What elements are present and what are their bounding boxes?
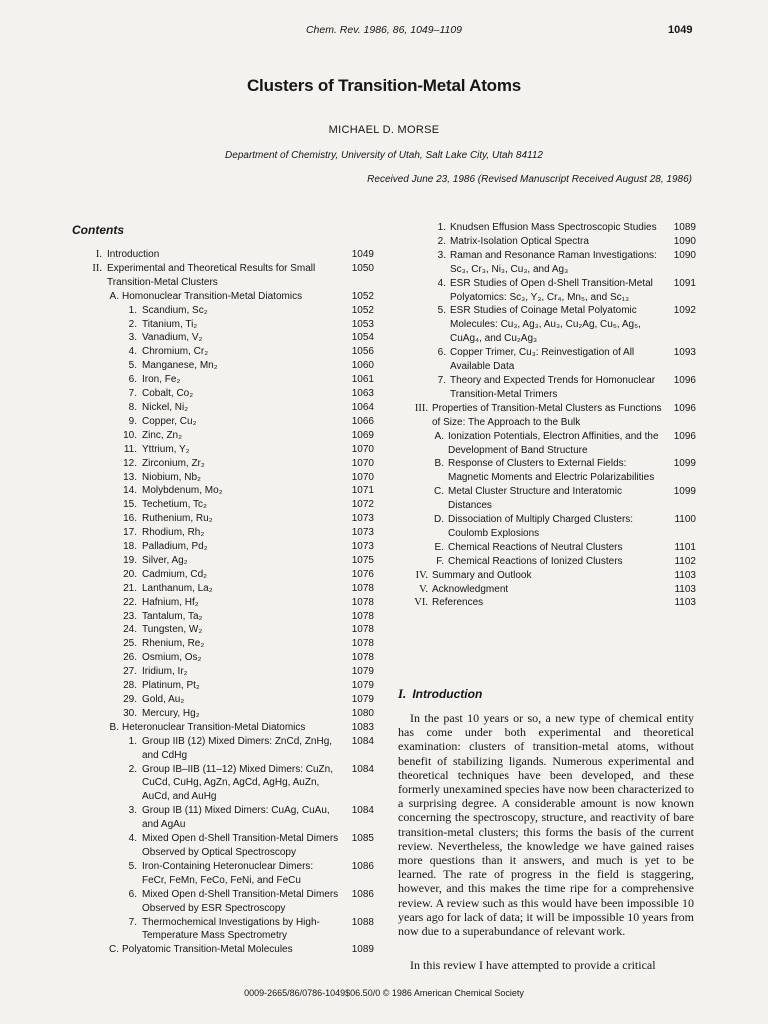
received-date: Received June 23, 1986 (Revised Manuscript Received August 28, 1986) bbox=[367, 174, 692, 185]
toc-entry-page: 1056 bbox=[351, 346, 374, 358]
toc-entry-page: 1076 bbox=[351, 568, 374, 580]
toc-entry bbox=[404, 569, 696, 583]
toc-entry bbox=[404, 221, 696, 235]
toc-entry-page: 1083 bbox=[351, 721, 374, 733]
toc-entry-number: 24. bbox=[123, 624, 137, 636]
toc-right-column bbox=[404, 221, 696, 610]
toc-entry-page: 1052 bbox=[351, 290, 374, 302]
toc-entry-number: 5. bbox=[437, 305, 446, 317]
toc-entry bbox=[72, 248, 374, 262]
toc-entry-page: 1090 bbox=[673, 235, 696, 247]
toc-entry-page: 1079 bbox=[351, 680, 374, 692]
toc-entry-title: Copper Trimer, Cu₃: Reinvestigation of All Available Data bbox=[450, 347, 635, 373]
toc-entry-page: 1089 bbox=[673, 222, 696, 233]
toc-entry-title: Osmium, Os₂ bbox=[142, 652, 202, 664]
toc-entry-number: 4. bbox=[128, 833, 137, 845]
toc-entry-number: 18. bbox=[123, 541, 137, 553]
toc-entry-number: E. bbox=[434, 541, 444, 553]
toc-entry-title: Thermochemical Investigations by High-Temperature Mass Spectrometry bbox=[142, 916, 320, 942]
toc-entry-page: 1078 bbox=[351, 652, 374, 664]
toc-entry-page: 1086 bbox=[351, 888, 374, 900]
toc-entry bbox=[404, 485, 696, 513]
toc-entry-number: 12. bbox=[123, 457, 137, 469]
toc-entry-number: 13. bbox=[123, 471, 137, 483]
toc-entry-number: 6. bbox=[128, 374, 137, 386]
toc-entry bbox=[72, 721, 374, 735]
toc-entry bbox=[72, 596, 374, 610]
toc-entry-page: 1078 bbox=[351, 624, 374, 636]
toc-entry bbox=[72, 804, 374, 832]
toc-entry-title: Chemical Reactions of Ionized Clusters bbox=[448, 555, 623, 567]
toc-entry bbox=[72, 651, 374, 665]
toc-entry-title: References bbox=[432, 597, 484, 609]
toc-entry-title: Group IB (11) Mixed Dimers: CuAg, CuAu, and AgAu bbox=[142, 805, 330, 831]
toc-entry bbox=[72, 457, 374, 471]
toc-entry-page: 1099 bbox=[673, 458, 696, 470]
toc-entry bbox=[72, 345, 374, 359]
toc-entry-title: Tantalum, Ta₂ bbox=[142, 610, 203, 622]
toc-entry-number: 2. bbox=[128, 763, 137, 775]
toc-entry bbox=[72, 401, 374, 415]
section-numeral: I. bbox=[398, 686, 407, 701]
toc-entry-number: B. bbox=[434, 458, 444, 470]
toc-entry bbox=[72, 763, 374, 805]
toc-entry-page: 1101 bbox=[674, 541, 696, 553]
toc-entry bbox=[72, 415, 374, 429]
toc-entry-page: 1075 bbox=[351, 554, 374, 566]
toc-entry bbox=[72, 359, 374, 373]
toc-entry-page: 1084 bbox=[351, 763, 374, 775]
toc-entry bbox=[72, 540, 374, 554]
toc-entry-page: 1052 bbox=[351, 304, 374, 316]
toc-entry bbox=[72, 860, 374, 888]
toc-entry-title: Group IB–IIB (11–12) Mixed Dimers: CuZn, CuCd, CuHg, AgZn, AgCd, AgHg, AuZn, AuCd, and AuHg bbox=[142, 763, 333, 803]
toc-entry bbox=[72, 262, 374, 290]
toc-entry bbox=[72, 707, 374, 721]
toc-entry-number: 25. bbox=[123, 638, 137, 650]
toc-entry bbox=[404, 513, 696, 541]
toc-entry-title: ESR Studies of Coinage Metal Polyatomic Molecules: Cu₃, Ag₃, Au₃, Cu₂Ag, Cu₅, Ag₅, CuAg₄, and Cu₂Ag₃ bbox=[450, 305, 641, 345]
toc-entry-number: 28. bbox=[123, 680, 137, 692]
toc-entry bbox=[404, 249, 696, 277]
toc-entry bbox=[404, 430, 696, 458]
toc-entry bbox=[72, 916, 374, 944]
toc-entry-page: 1084 bbox=[351, 735, 374, 747]
journal-citation: Chem. Rev. 1986, 86, 1049–1109 bbox=[305, 24, 463, 36]
toc-entry-page: 1060 bbox=[351, 360, 374, 372]
toc-entry-number: C. bbox=[109, 944, 119, 956]
contents-heading: Contents bbox=[72, 223, 124, 237]
toc-entry-page: 1080 bbox=[351, 707, 374, 719]
toc-entry bbox=[72, 429, 374, 443]
toc-entry-page: 1090 bbox=[673, 249, 696, 261]
toc-entry bbox=[72, 331, 374, 345]
toc-entry-page: 1103 bbox=[674, 597, 696, 609]
toc-entry-title: Matrix-Isolation Optical Spectra bbox=[450, 235, 589, 247]
toc-entry-page: 1070 bbox=[351, 443, 374, 455]
toc-entry-title: Polyatomic Transition-Metal Molecules bbox=[122, 944, 293, 956]
toc-entry-title: Chromium, Cr₂ bbox=[142, 346, 209, 358]
toc-entry-page: 1096 bbox=[673, 374, 696, 386]
toc-entry-number: 9. bbox=[128, 415, 137, 427]
toc-entry bbox=[72, 554, 374, 568]
toc-entry-page: 1070 bbox=[351, 471, 374, 483]
section-title: Introduction bbox=[412, 687, 483, 701]
toc-entry bbox=[404, 402, 696, 430]
toc-entry bbox=[72, 512, 374, 526]
toc-left-column bbox=[72, 248, 374, 957]
toc-entry-title: Iron, Fe₂ bbox=[142, 374, 181, 386]
toc-entry-page: 1092 bbox=[673, 305, 696, 317]
toc-entry-number: 22. bbox=[123, 596, 137, 608]
toc-entry-title: Yttrium, Y₂ bbox=[142, 443, 190, 455]
toc-entry bbox=[72, 610, 374, 624]
toc-entry-number: IV. bbox=[415, 569, 428, 581]
toc-entry bbox=[72, 679, 374, 693]
toc-entry-title: Mixed Open d-Shell Transition-Metal Dimers Observed by ESR Spectroscopy bbox=[142, 888, 339, 914]
toc-entry-page: 1071 bbox=[351, 485, 374, 497]
toc-entry-number: 17. bbox=[123, 527, 137, 539]
toc-entry-number: VI. bbox=[414, 597, 428, 609]
toc-entry-number: A. bbox=[434, 430, 444, 442]
toc-entry-title: Iron-Containing Heteronuclear Dimers: FeCr, FeMn, FeCo, FeNi, and FeCu bbox=[142, 860, 314, 886]
toc-entry-title: Introduction bbox=[107, 249, 160, 260]
toc-entry bbox=[72, 290, 374, 304]
toc-entry bbox=[72, 637, 374, 651]
toc-entry-number: 5. bbox=[128, 860, 137, 872]
body-paragraph: In the past 10 years or so, a new type of chemical entity has come under both experimental and theoretical examination: clusters of transition-metal atoms, without benefit of stabilizing ligands. Numerous experimental and theoretical techniques have been developed, and these formerly unexamined species have now been characterized to a surprising degree. A considerable amount is now known concerning the spectroscopy, structure, and reactivity of bare transition-metal clusters; this forms the basis of the current review. Nevertheless, the knowledge we have gained raises more questions than it answers, and much is yet to be learned. The rate of progress in the field is staggering, however, and this makes the time ripe for a comprehensive review. A review such as this would have been impossible 10 years ago for lack of data; it will be impossible 10 years from now due to a superabundance of relevant work. bbox=[398, 711, 694, 939]
toc-entry-title: Heteronuclear Transition-Metal Diatomics bbox=[122, 721, 306, 733]
toc-entry-page: 1061 bbox=[351, 374, 374, 386]
toc-entry-number: 14. bbox=[123, 485, 137, 497]
toc-entry-title: Response of Clusters to External Fields: Magnetic Moments and Electric Polarizabilities bbox=[448, 458, 655, 484]
toc-entry-title: Knudsen Effusion Mass Spectroscopic Studies bbox=[450, 222, 657, 233]
toc-entry-page: 1078 bbox=[351, 582, 374, 594]
toc-entry bbox=[72, 373, 374, 387]
toc-entry-title: Zirconium, Zr₂ bbox=[142, 457, 205, 469]
toc-entry-number: 19. bbox=[123, 554, 137, 566]
toc-entry-page: 1103 bbox=[674, 569, 696, 581]
toc-entry bbox=[404, 346, 696, 374]
toc-entry-title: Mercury, Hg₂ bbox=[142, 707, 200, 719]
toc-entry bbox=[404, 541, 696, 555]
toc-entry-page: 1086 bbox=[351, 860, 374, 872]
toc-entry bbox=[72, 471, 374, 485]
toc-entry-number: 27. bbox=[123, 666, 137, 678]
toc-entry-title: Ruthenium, Ru₂ bbox=[142, 513, 213, 525]
toc-entry-number: 4. bbox=[437, 277, 446, 289]
toc-entry-number: II. bbox=[92, 262, 102, 274]
toc-entry bbox=[72, 318, 374, 332]
toc-entry-title: Copper, Cu₂ bbox=[142, 415, 197, 427]
toc-entry-title: Homonuclear Transition-Metal Diatomics bbox=[122, 290, 303, 302]
page-number: 1049 bbox=[668, 24, 693, 36]
toc-entry-page: 1100 bbox=[674, 514, 696, 526]
toc-entry-page: 1078 bbox=[351, 610, 374, 622]
toc-entry-number: 4. bbox=[128, 346, 137, 358]
toc-entry-number: 8. bbox=[128, 401, 137, 413]
toc-entry-title: Lanthanum, La₂ bbox=[142, 582, 213, 594]
toc-entry-title: Metal Cluster Structure and Interatomic Distances bbox=[448, 486, 622, 512]
toc-entry bbox=[72, 484, 374, 498]
toc-entry-page: 1072 bbox=[351, 499, 374, 511]
toc-entry-page: 1103 bbox=[674, 583, 696, 595]
copyright-footer: 0009-2665/86/0786-1049$06.50/0 © 1986 American Chemical Society bbox=[244, 988, 524, 998]
toc-entry-number: 11. bbox=[123, 443, 137, 455]
toc-entry-title: Acknowledgment bbox=[432, 583, 509, 595]
toc-entry-title: Vanadium, V₂ bbox=[142, 332, 203, 344]
toc-entry-page: 1049 bbox=[351, 249, 374, 260]
toc-entry-title: Platinum, Pt₂ bbox=[142, 680, 200, 692]
toc-entry-number: 1. bbox=[128, 735, 137, 747]
toc-entry bbox=[72, 888, 374, 916]
toc-entry bbox=[72, 693, 374, 707]
toc-entry-title: Niobium, Nb₂ bbox=[142, 471, 201, 483]
toc-entry-title: Gold, Au₂ bbox=[142, 694, 185, 705]
toc-entry-title: Properties of Transition-Metal Clusters as Functions of Size: The Approach to the Bulk bbox=[432, 402, 662, 428]
toc-entry-number: 1. bbox=[437, 222, 446, 233]
toc-entry-page: 1096 bbox=[673, 430, 696, 442]
toc-entry-title: Palladium, Pd₂ bbox=[142, 541, 208, 553]
toc-entry bbox=[404, 277, 696, 305]
toc-entry-title: Iridium, Ir₂ bbox=[142, 666, 188, 678]
toc-entry-number: 21. bbox=[123, 582, 137, 594]
toc-entry bbox=[72, 832, 374, 860]
toc-entry-title: Silver, Ag₂ bbox=[142, 554, 188, 566]
toc-entry bbox=[404, 596, 696, 610]
toc-entry-number: 10. bbox=[123, 429, 137, 441]
toc-entry-number: F. bbox=[436, 555, 444, 567]
toc-entry-title: Rhenium, Re₂ bbox=[142, 638, 205, 650]
body-paragraph-continued: In this review I have attempted to provide a critical bbox=[410, 958, 656, 972]
toc-entry-title: Dissociation of Multiply Charged Clusters: Coulomb Explosions bbox=[448, 514, 634, 539]
toc-entry bbox=[72, 665, 374, 679]
toc-entry-page: 1078 bbox=[351, 638, 374, 650]
toc-entry-title: Molybdenum, Mo₂ bbox=[142, 485, 223, 497]
toc-entry-title: Techetium, Tc₂ bbox=[142, 499, 207, 511]
toc-entry-number: 29. bbox=[123, 694, 137, 705]
toc-entry bbox=[72, 943, 374, 957]
toc-entry-title: Tungsten, W₂ bbox=[142, 624, 203, 636]
toc-entry bbox=[404, 555, 696, 569]
toc-entry-number: 7. bbox=[128, 916, 137, 928]
toc-entry bbox=[72, 623, 374, 637]
toc-entry-number: III. bbox=[414, 402, 428, 414]
toc-entry-title: ESR Studies of Open d-Shell Transition-Metal Polyatomics: Sc₃, Y₃, Cr₄, Mn₅, and Sc₁₃ bbox=[450, 277, 653, 303]
toc-entry-page: 1073 bbox=[351, 513, 374, 525]
section-heading bbox=[398, 686, 482, 702]
toc-entry bbox=[404, 374, 696, 402]
toc-entry-page: 1088 bbox=[351, 916, 374, 928]
toc-entry bbox=[72, 387, 374, 401]
toc-entry-title: Theory and Expected Trends for Homonuclear Transition-Metal Trimers bbox=[450, 374, 656, 400]
toc-entry-number: 2. bbox=[128, 318, 137, 330]
toc-entry-title: Summary and Outlook bbox=[432, 569, 532, 581]
toc-entry-title: Ionization Potentials, Electron Affinities, and the Development of Band Structure bbox=[448, 430, 659, 456]
toc-entry-number: 1. bbox=[128, 304, 137, 316]
toc-entry-number: 6. bbox=[437, 347, 446, 359]
toc-entry-number: 7. bbox=[128, 388, 137, 400]
toc-entry bbox=[72, 304, 374, 318]
toc-entry-number: V. bbox=[419, 583, 428, 595]
toc-entry-number: 6. bbox=[128, 888, 137, 900]
toc-entry-number: 20. bbox=[123, 568, 137, 580]
toc-entry-title: Zinc, Zn₂ bbox=[142, 429, 182, 441]
toc-entry-title: Experimental and Theoretical Results for Small Transition-Metal Clusters bbox=[107, 262, 316, 288]
toc-entry-page: 1096 bbox=[673, 402, 696, 414]
toc-entry-page: 1070 bbox=[351, 457, 374, 469]
toc-entry-number: 3. bbox=[437, 249, 446, 261]
toc-entry-number: 3. bbox=[128, 332, 137, 344]
toc-entry-title: Scandium, Sc₂ bbox=[142, 304, 208, 316]
toc-entry-number: 30. bbox=[123, 707, 137, 719]
toc-entry-title: Mixed Open d-Shell Transition-Metal Dimers Observed by Optical Spectroscopy bbox=[142, 833, 339, 858]
toc-entry-page: 1054 bbox=[351, 332, 374, 344]
toc-entry bbox=[72, 498, 374, 512]
toc-entry-title: Chemical Reactions of Neutral Clusters bbox=[448, 541, 623, 553]
toc-entry-number: I. bbox=[95, 249, 102, 260]
toc-entry-number: D. bbox=[434, 514, 444, 526]
toc-entry-title: Manganese, Mn₂ bbox=[142, 360, 218, 372]
toc-entry-page: 1063 bbox=[351, 388, 374, 400]
toc-entry-page: 1079 bbox=[351, 666, 374, 678]
toc-entry bbox=[404, 457, 696, 485]
article-title: Clusters of Transition-Metal Atoms bbox=[246, 76, 522, 95]
toc-entry-page: 1102 bbox=[674, 555, 696, 567]
toc-entry-title: Group IIB (12) Mixed Dimers: ZnCd, ZnHg, and CdHg bbox=[142, 735, 333, 761]
toc-entry bbox=[72, 526, 374, 540]
toc-entry-title: Cadmium, Cd₂ bbox=[142, 568, 208, 580]
toc-entry-page: 1091 bbox=[673, 277, 696, 289]
toc-entry bbox=[404, 304, 696, 346]
toc-entry-page: 1078 bbox=[351, 596, 374, 608]
toc-entry-number: B. bbox=[109, 721, 119, 733]
toc-entry-page: 1093 bbox=[673, 347, 696, 359]
toc-entry-number: 5. bbox=[128, 360, 137, 372]
toc-entry-title: Raman and Resonance Raman Investigations: Sc₃, Cr₃, Ni₃, Cu₃, and Ag₃ bbox=[450, 249, 657, 275]
toc-entry-page: 1064 bbox=[351, 401, 374, 413]
toc-entry-number: 3. bbox=[128, 805, 137, 817]
toc-entry-number: 23. bbox=[123, 610, 137, 622]
toc-entry-number: 26. bbox=[123, 652, 137, 664]
toc-entry-page: 1085 bbox=[351, 833, 374, 845]
toc-entry-title: Rhodium, Rh₂ bbox=[142, 527, 205, 539]
toc-entry-page: 1053 bbox=[351, 318, 374, 330]
toc-entry bbox=[72, 443, 374, 457]
toc-entry-page: 1050 bbox=[351, 262, 374, 274]
author-name: MICHAEL D. MORSE bbox=[328, 124, 440, 136]
toc-entry-number: A. bbox=[109, 290, 119, 302]
toc-entry-page: 1073 bbox=[351, 541, 374, 553]
toc-entry-number: 2. bbox=[437, 235, 446, 247]
toc-entry bbox=[72, 568, 374, 582]
toc-entry bbox=[404, 235, 696, 249]
toc-entry bbox=[72, 582, 374, 596]
toc-entry-page: 1089 bbox=[351, 944, 374, 956]
toc-entry bbox=[72, 735, 374, 763]
toc-entry-title: Titanium, Ti₂ bbox=[142, 318, 198, 330]
toc-entry-number: 7. bbox=[437, 374, 446, 386]
toc-entry-title: Hafnium, Hf₂ bbox=[142, 596, 199, 608]
toc-entry-title: Cobalt, Co₂ bbox=[142, 388, 194, 400]
toc-entry-number: 16. bbox=[123, 513, 137, 525]
toc-entry-page: 1073 bbox=[351, 527, 374, 539]
toc-entry-page: 1099 bbox=[673, 486, 696, 498]
toc-entry-page: 1069 bbox=[351, 429, 374, 441]
toc-entry-number: 15. bbox=[123, 499, 137, 511]
toc-entry-page: 1079 bbox=[351, 694, 374, 705]
author-affiliation: Department of Chemistry, University of Utah, Salt Lake City, Utah 84112 bbox=[225, 150, 543, 161]
toc-entry-page: 1084 bbox=[351, 805, 374, 817]
toc-entry-number: C. bbox=[434, 486, 444, 498]
toc-entry bbox=[404, 583, 696, 597]
toc-entry-title: Nickel, Ni₂ bbox=[142, 401, 189, 413]
toc-entry-page: 1066 bbox=[351, 415, 374, 427]
